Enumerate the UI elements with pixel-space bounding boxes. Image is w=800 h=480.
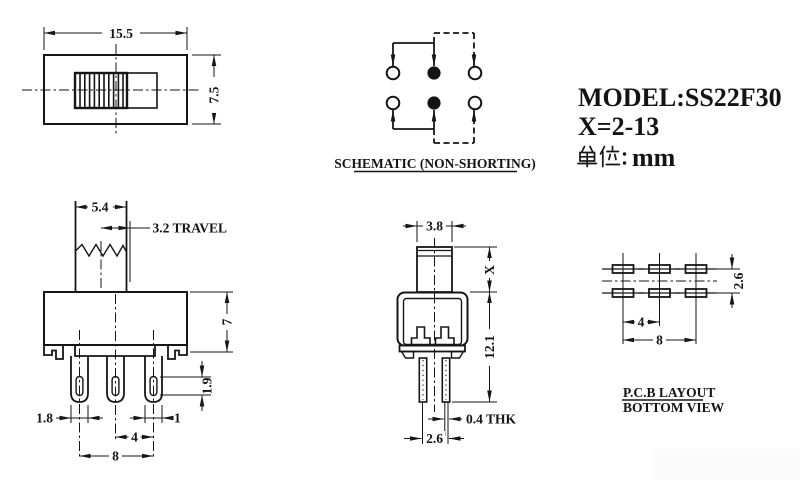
side-view <box>398 219 517 447</box>
side-foot-right <box>452 352 464 359</box>
side-foot-left <box>402 352 414 359</box>
dim-label-x: X <box>482 265 497 275</box>
title-block <box>578 83 782 172</box>
top-view <box>22 25 222 136</box>
dim-body-height <box>190 292 235 352</box>
dim-knob-height-x <box>454 247 497 292</box>
watermark-box <box>652 449 800 480</box>
dim-label-15-5: 15.5 <box>109 26 133 41</box>
dim-hole-height <box>160 361 215 411</box>
dim-pad-row-spacing <box>706 254 746 308</box>
schematic-dashed-links <box>434 33 474 143</box>
dim-pin-width-right <box>130 405 181 426</box>
dim-label-0-4-thk: 0.4 THK <box>466 411 517 427</box>
dim-label-2-6-pcb: 2.6 <box>731 272 746 290</box>
dim-label-3-8: 3.8 <box>426 218 443 234</box>
terminal-open <box>387 97 400 110</box>
pcb-caption-line2: BOTTOM VIEW <box>623 400 725 415</box>
inner-terminal-left <box>412 327 431 345</box>
dim-pin-pitch <box>116 430 154 445</box>
dim-label-5-4: 5.4 <box>91 199 109 215</box>
terminal-open <box>387 67 400 80</box>
x-range: X=2-13 <box>578 112 660 141</box>
dim-label-7-5: 7.5 <box>206 86 222 104</box>
dim-label-8-pcb: 8 <box>656 332 663 348</box>
inner-terminal-right <box>436 327 455 345</box>
right-mount-foot <box>168 345 187 359</box>
front-view <box>36 200 234 464</box>
dim-label-1-9: 1.9 <box>199 377 215 395</box>
schematic-solid-links <box>393 43 434 129</box>
front-pins <box>71 356 162 402</box>
dim-pin-span <box>80 449 154 464</box>
dim-pin-width-left <box>36 405 103 426</box>
dim-pin-thickness <box>428 412 517 427</box>
dim-pad-pitch <box>623 315 660 330</box>
schematic-terminals <box>387 66 482 109</box>
side-body-outline <box>398 293 468 346</box>
terminal-common <box>427 96 440 109</box>
dim-total-height <box>452 292 497 402</box>
dim-label-1: 1 <box>174 410 181 426</box>
dim-label-12-1: 12.1 <box>482 335 497 359</box>
unit-value: mm <box>632 143 676 172</box>
dim-label-4-pcb: 4 <box>637 314 645 330</box>
dim-pin-gap <box>404 431 464 446</box>
terminal-common <box>427 66 440 79</box>
dim-label-2-6-side: 2.6 <box>426 431 443 446</box>
model-number: MODEL:SS22F30 <box>578 83 782 112</box>
dim-label-4: 4 <box>131 429 138 445</box>
pcb-caption-line1: P.C.B LAYOUT <box>623 385 716 400</box>
dim-label-8: 8 <box>112 448 119 464</box>
dim-label-travel: 3.2 TRAVEL <box>152 220 228 236</box>
schematic-caption: SCHEMATIC (NON-SHORTING) <box>334 156 536 171</box>
pcb-layout-view <box>602 253 746 415</box>
unit-label-cjk <box>578 147 626 167</box>
dim-label-7: 7 <box>219 318 235 326</box>
terminal-open <box>469 67 482 80</box>
side-base-flange <box>400 346 466 352</box>
terminal-open <box>469 97 482 110</box>
dim-knob-width <box>76 200 127 215</box>
dim-pad-span <box>623 333 696 348</box>
schematic-view <box>334 33 535 172</box>
left-mount-foot <box>44 345 63 359</box>
dim-label-1-8: 1.8 <box>36 410 53 426</box>
